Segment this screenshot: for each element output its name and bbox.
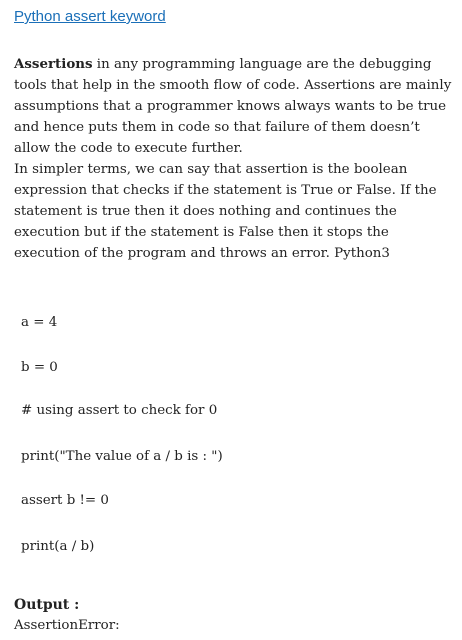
code-line-3: # using assert to check for 0 [21,403,218,418]
article-title-link[interactable]: Python assert keyword [14,8,166,25]
code-line-2: b = 0 [21,360,58,375]
intro-text: in any programming language are the debugging tools that help in the smooth flow of code. Assertions are mainly assumptions that a programmer knows always wants to be true and hence puts them in code so that failure of them doesn’t allow the code to execute further. [14,57,452,156]
code-line-1: a = 4 [21,315,58,330]
code-line-4: print("The value of a / b is : ") [21,449,223,464]
output-value: AssertionError: [14,618,120,633]
intro-paragraph [14,54,454,159]
output-label: Output : [14,597,80,613]
intro-bold-term: Assertions [14,56,93,72]
code-line-5: assert b != 0 [21,493,109,508]
code-line-6: print(a / b) [21,539,95,554]
explanation-paragraph: In simpler terms, we can say that assertion is the boolean expression that checks if the statement is True or False. If the statement is true then it does nothing and continues the execution but if the statement is False then it stops the execution of the program and throws an error. Python3 [14,162,437,261]
